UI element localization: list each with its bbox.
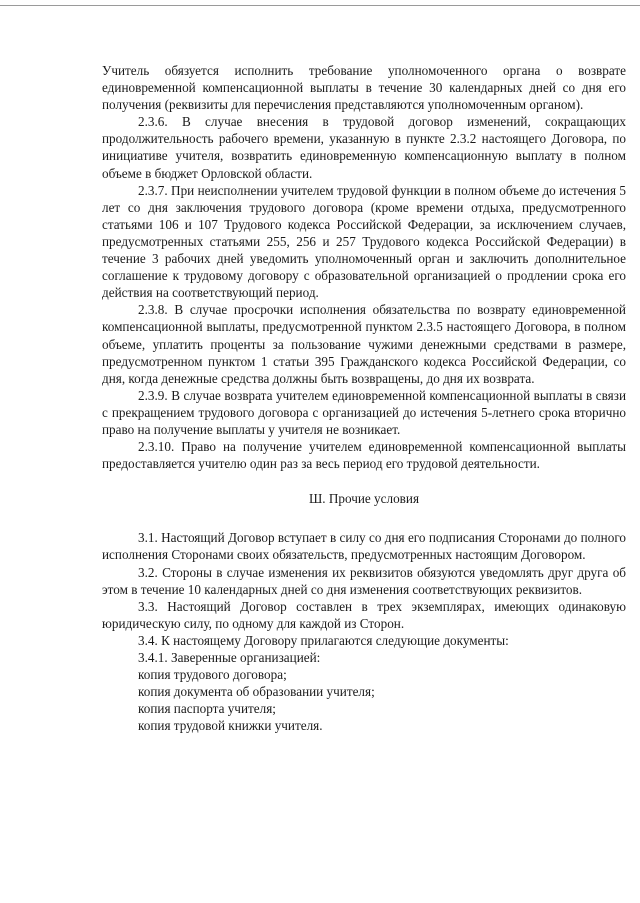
attachment-item: копия трудового договора; <box>138 667 287 683</box>
attachment-item: копия документа об образовании учителя; <box>138 684 375 700</box>
section-heading: Ш. Прочие условия <box>308 491 420 507</box>
paragraph-3-4-1: 3.4.1. Заверенные организацией: <box>138 650 321 665</box>
paragraph-2-3-9: 2.3.9. В случае возврата учителем единовременной компенсационной выплаты в связи с прекращением трудового договора с организацией до истечения 5-летнего срока вторично право на получение выплаты у учителя не возникает. <box>102 387 626 437</box>
attachment-item: копия трудовой книжки учителя. <box>138 718 323 734</box>
paragraph-2-3-8: 2.3.8. В случае просрочки исполнения обязательства по возврату единовременной компенсационной выплаты, предусмотренной пунктом 2.3.5 настоящего Договора, в полном объеме, уплатить проценты за пользование чужими денежными средствами в размере, предусмотренном пунктом 1 статьи 395 Гражданского кодекса Российской Федерации, со дня, когда денежные средства должны быть возвращены, до дня их возврата. <box>102 302 626 386</box>
paragraph-3-3: 3.3. Настоящий Договор составлен в трех экземплярах, имеющих одинаковую юридическую силу, по одному для каждой из Сторон. <box>102 598 626 631</box>
paragraph-2-3-5-continuation: Учитель обязуется исполнить требование уполномоченного органа о возврате единовременной компенсационной выплаты в течение 30 календарных дней со дня его получения (реквизиты для перечисления представляются уполномоченным органом). <box>102 63 626 113</box>
paragraph-2-3-10: 2.3.10. Право на получение учителем единовременной компенсационной выплаты предоставляется учителю один раз за весь период его трудовой деятельности. <box>102 439 626 472</box>
paragraph-3-4: 3.4. К настоящему Договору прилагаются следующие документы: <box>138 632 509 648</box>
document-page <box>102 62 626 734</box>
attachment-item: копия паспорта учителя; <box>138 701 276 717</box>
paragraph-3-2: 3.2. Стороны в случае изменения их реквизитов обязуются уведомлять друг друга об этом в течение 10 календарных дней со дня изменения соответствующих реквизитов. <box>102 564 626 597</box>
paragraph-3-1: 3.1. Настоящий Договор вступает в силу со дня его подписания Сторонами до полного исполнения Сторонами своих обязательств, предусмотренных настоящим Договором. <box>102 530 626 563</box>
scan-edge-line <box>0 5 640 6</box>
paragraph-2-3-7: 2.3.7. При неисполнении учителем трудовой функции в полном объеме до истечения 5 лет со дня заключения трудового договора (кроме времени отдыха, предусмотренного статьями 106 и 107 Трудового кодекса Российской Федерации, за исключением случаев, предусмотренных статьями 255, 256 и 257 Трудового кодекса Российской Федерации) в течение 3 рабочих дней уведомить уполномоченный орган и заключить дополнительное соглашение к трудовому договору с образовательной организацией о продлении срока его действия на соответствующий период. <box>102 182 626 301</box>
paragraph-2-3-6: 2.3.6. В случае внесения в трудовой договор изменений, сокращающих продолжительность рабочего времени, указанную в пункте 2.3.2 настоящего Договора, по инициативе учителя, возвратить единовременную компенсационную выплату в полном объеме в бюджет Орловской области. <box>102 114 626 181</box>
